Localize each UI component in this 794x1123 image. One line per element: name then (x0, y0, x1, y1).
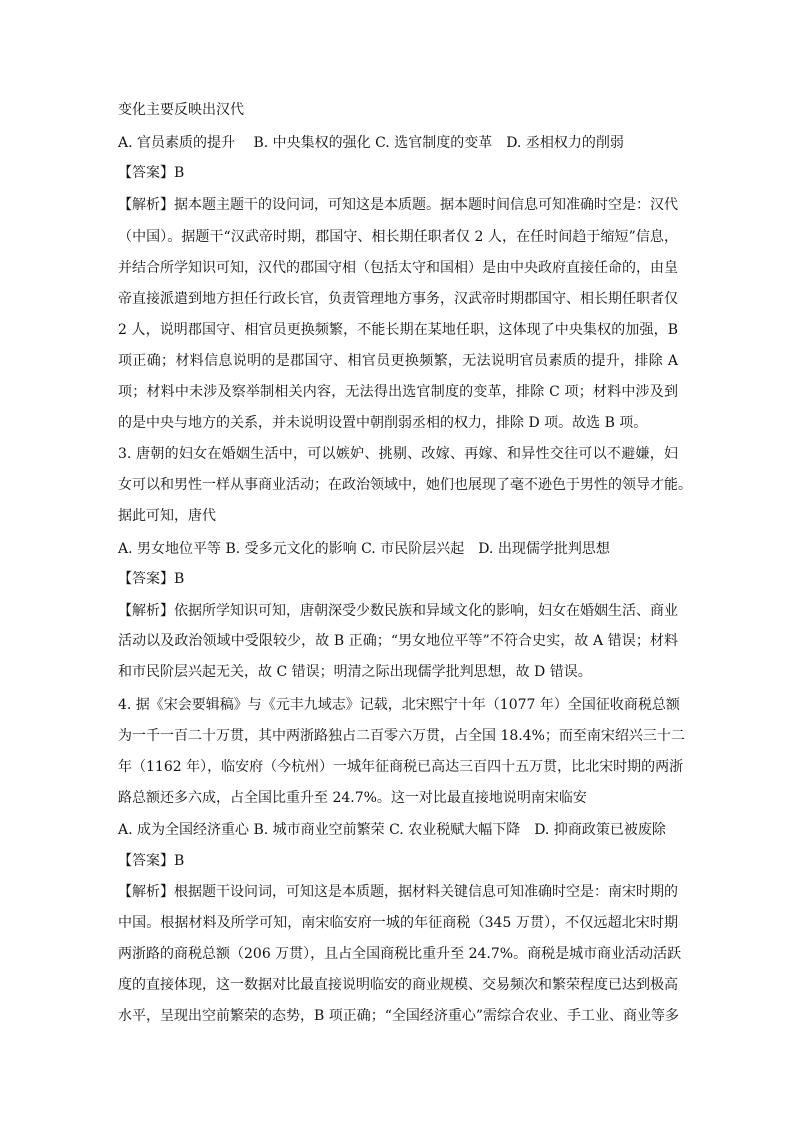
text-line: 【解析】据本题主题干的设问词，可知这是本质题。据本题时间信息可知准确时空是：汉代 (118, 197, 678, 213)
answer-line: 【答案】B (118, 853, 185, 869)
text-line: 水平，呈现出空前繁荣的态势，B 项正确；“全国经济重心”需综合农业、手工业、商业等多 (118, 1008, 680, 1024)
text-line: 帝直接派遣到地方担任行政长官，负责管理地方事务，汉武帝时期郡国守、相长期任职者仅 (118, 291, 678, 307)
text-line: 项正确；材料信息说明的是郡国守、相官员更换频繁，无法说明官员素质的提升，排除 A (118, 353, 678, 369)
text-line: 【解析】根据题干设问词，可知这是本质题，据材料关键信息可知准确时空是：南宋时期的 (118, 884, 678, 900)
option-line: A. 成为全国经济重心 B. 城市商业空前繁荣 C. 农业税赋大幅下降 D. 抑商政策已被废除 (118, 822, 666, 838)
question-line: 4. 据《宋会要辑稿》与《元丰九域志》记载，北宋熙宁十年（1077 年）全国征收商税总额 (118, 697, 680, 713)
question-line: 年（1162 年），临安府（今杭州）一城年征商税已高达三百四十五万贯，比北宋时期的两浙 (118, 759, 684, 775)
text-line: 2 人，说明郡国守、相官员更换频繁，不能长期在某地任职，这体现了中央集权的加强，B (118, 322, 678, 338)
question-line: 3. 唐朝的妇女在婚姻生活中，可以嫉妒、挑剔、改嫁、再嫁、和异性交往可以不避嫌，妇 (118, 446, 678, 462)
text-line: 项；材料中未涉及察举制相关内容，无法得出选官制度的变革，排除 C 项；材料中涉及到 (118, 384, 678, 400)
text-line: 和市民阶层兴起无关，故 C 错误；明清之际出现儒学批判思想，故 D 错误。 (118, 664, 592, 680)
text-line: 并结合所学知识可知，汉代的郡国守相（包括太守和国相）是由中央政府直接任命的，由皇 (118, 260, 678, 276)
text-line: 变化主要反映出汉代 (118, 102, 244, 118)
text-line: 两浙路的商税总额（206 万贯），且占全国商税比重升至 24.7%。商税是城市商业活动活跃 (118, 946, 682, 962)
option-line: A. 男女地位平等 B. 受多元文化的影响 C. 市民阶层兴起 D. 出现儒学批判思想 (118, 541, 610, 557)
text-line: 的是中央与地方的关系，并未说明设置中朝削弱丞相的权力，排除 D 项。故选 B 项。 (118, 415, 648, 431)
question-line: 为一千一百二十万贯，其中两浙路独占二百零六万贯，占全国 18.4%；而至南宋绍兴三十二 (118, 728, 685, 744)
answer-line: 【答案】B (118, 165, 185, 181)
text-line: （中国）。据题干“汉武帝时期，郡国守、相长期任职者仅 2 人，在任时间趋于缩短”信息， (118, 229, 678, 245)
answer-line: 【答案】B (118, 571, 185, 587)
text-line: 中国。根据材料及所学可知，南宋临安府一城的年征商税（345 万贯），不仅远超北宋时期 (118, 915, 678, 931)
text-line: 【解析】依据所学知识可知，唐朝深受少数民族和异域文化的影响，妇女在婚姻生活、商业 (118, 603, 678, 619)
question-line: 据此可知，唐代 (118, 508, 216, 524)
text-line: 度的直接体现，这一数据对比最直接说明临安的商业规模、交易频次和繁荣程度已达到极高 (118, 977, 678, 993)
option-line: A. 官员素质的提升 B. 中央集权的强化 C. 选官制度的变革 D. 丞相权力的削弱 (118, 135, 624, 151)
question-line: 路总额还多六成，占全国比重升至 24.7%。这一对比最直接地说明南宋临安 (118, 790, 587, 806)
question-line: 女可以和男性一样从事商业活动；在政治领域中，她们也展现了毫不逊色于男性的领导才能。 (118, 477, 692, 493)
text-line: 活动以及政治领域中受限较少，故 B 正确；“男女地位平等”不符合史实，故 A 错误；材料 (118, 633, 678, 649)
